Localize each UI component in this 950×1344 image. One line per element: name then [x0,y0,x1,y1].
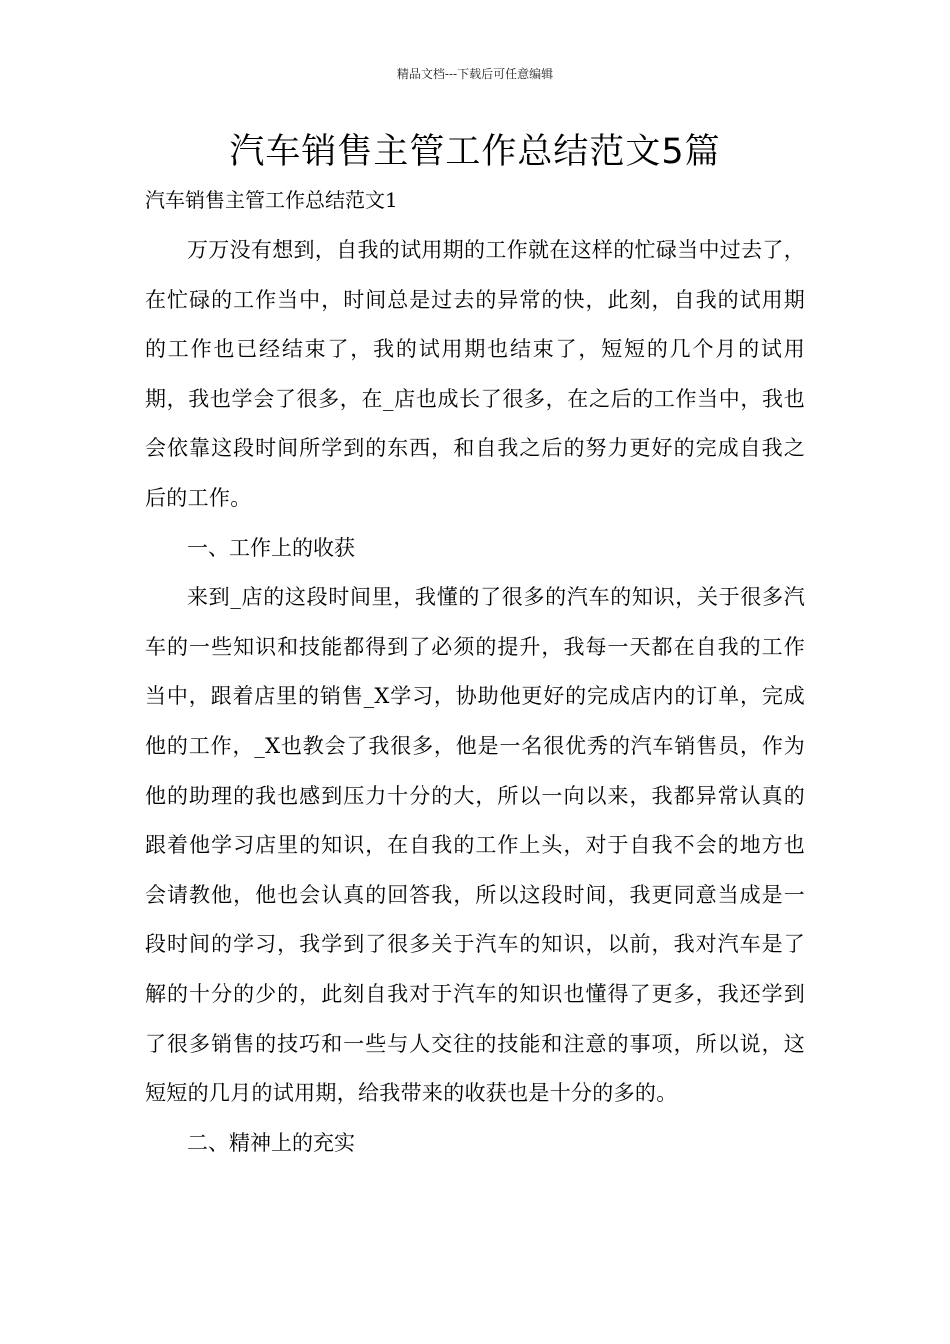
header-note: 精品文档---下载后可任意编辑 [396,67,554,81]
paragraph-work-gains: 来到_店的这段时间里，我懂的了很多的汽车的知识，关于很多汽车的一些知识和技能都得到了必须的提升，我每一天都在自我的工作当中，跟着店里的销售_X学习，协助他更好的完成店内的订单，完成他的工作，_X也教会了我很多，他是一名很优秀的汽车销售员，作为他的助理的我也感到压力十分的大，所以一向以来，我都异常认真的跟着他学习店里的知识，在自我的工作上头，对于自我不会的地方也会请教他，他也会认真的回答我，所以这段时间，我更同意当成是一段时间的学习，我学到了很多关于汽车的知识，以前，我对汽车是了解的十分的少的，此刻自我对于汽车的知识也懂得了更多，我还学到了很多销售的技巧和一些与人交往的技能和注意的事项，所以说，这短短的几月的试用期，给我带来的收获也是十分的多的。 [145,585,805,1106]
document-subtitle: 汽车销售主管工作总结范文1 [145,188,398,212]
document-title: 汽车销售主管工作总结范文5篇 [229,132,721,172]
document-body [145,226,805,1168]
paragraph-intro: 万万没有想到，自我的试用期的工作就在这样的忙碌当中过去了，在忙碌的工作当中，时间总是过去的异常的快，此刻，自我的试用期的工作也已经结束了，我的试用期也结束了，短短的几个月的试用期，我也学会了很多，在_店也成长了很多，在之后的工作当中，我也会依靠这段时间所学到的东西，和自我之后的努力更好的完成自我之后的工作。 [145,238,805,510]
section-heading-spiritual: 二、精神上的充实 [187,1130,355,1155]
section-heading-work-gains: 一、工作上的收获 [187,535,355,560]
